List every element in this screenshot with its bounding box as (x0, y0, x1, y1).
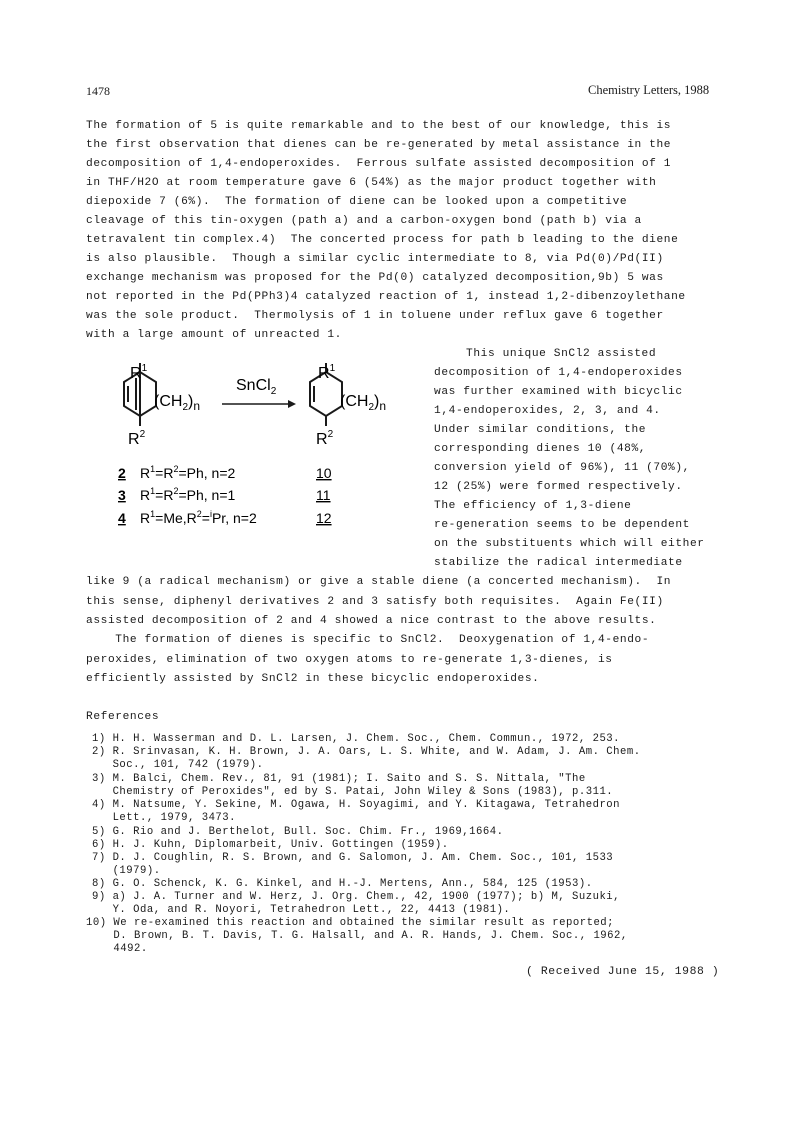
reference-item: 4492. (86, 943, 148, 955)
text-line: with a large amount of unreacted 1. (86, 329, 342, 341)
cond-3: $R^1=R^2=Ph$, n=1 (140, 486, 236, 503)
text-line: 1,4-endoperoxides, 2, 3, and 4. (434, 405, 661, 417)
reference-item: Soc., 101, 742 (1979). (92, 759, 264, 771)
product-ring-label: $(CH_2)_n$ (340, 393, 387, 413)
reference-item: 8) G. O. Schenck, K. G. Kinkel, and H.-J. Mertens, Ann., 584, 125 (1953). (92, 878, 593, 890)
text-line: corresponding dienes 10 (48%, (434, 443, 647, 455)
received-date: ( Received June 15, 1988 ) (526, 966, 720, 978)
compound-10: 10 (316, 465, 332, 481)
text-line: the first observation that dienes can be re-generated by metal assistance in the (86, 139, 672, 151)
reference-item: 6) H. J. Kuhn, Diplomarbeit, Univ. Gottingen (1959). (92, 839, 449, 851)
reactant-r2: $R^2$ (128, 429, 146, 448)
reference-item: D. Brown, B. T. Davis, T. G. Halsall, and A. R. Hands, J. Chem. Soc., 1962, (86, 930, 628, 942)
text-line: The efficiency of 1,3-diene (434, 500, 632, 512)
arrow-head (288, 400, 296, 408)
text-line: this sense, diphenyl derivatives 2 and 3 satisfy both requisites. Again Fe(II) (86, 596, 664, 608)
text-line: conversion yield of 96%), 11 (70%), (434, 462, 690, 474)
text-line: 12 (25%) were formed respectively. (434, 481, 683, 493)
reference-item: Chemistry of Peroxides", ed by S. Patai, John Wiley & Sons (1983), p.311. (92, 786, 614, 798)
reaction-scheme (110, 360, 430, 550)
reactant-ring-label: $(CH_2)_n$ (154, 393, 201, 413)
compound-12: 12 (316, 510, 332, 526)
text-line: This unique SnCl2 assisted (466, 348, 657, 360)
text-line: stabilize the radical intermediate (434, 557, 683, 569)
compound-4: 4 (118, 510, 126, 526)
reference-item: 9) a) J. A. Turner and W. Herz, J. Org. Chem., 42, 1900 (1977); b) M, Suzuki, (92, 891, 621, 903)
text-line: on the substituents which will either (434, 538, 705, 550)
text-line: The formation of 5 is quite remarkable and to the best of our knowledge, this is (86, 120, 672, 132)
text-line: decomposition of 1,4-endoperoxides. Ferrous sulfate assisted decomposition of 1 (86, 158, 672, 170)
text-line: exchange mechanism was proposed for the Pd(0) catalyzed decomposition,9b) 5 was (86, 272, 664, 284)
reference-item: 7) D. J. Coughlin, R. S. Brown, and G. Salomon, J. Am. Chem. Soc., 101, 1533 (92, 852, 614, 864)
reference-item: Lett., 1979, 3473. (92, 812, 237, 824)
text-line: re-generation seems to be dependent (434, 519, 690, 531)
text-line: Under similar conditions, the (434, 424, 647, 436)
journal-header: Chemistry Letters, 1988 (588, 83, 710, 97)
text-line: decomposition of 1,4-endoperoxides (434, 367, 683, 379)
reference-item: 10) We re-examined this reaction and obtained the similar result as reported; (86, 917, 615, 929)
text-line: in THF/H2O at room temperature gave 6 (54%) as the major product together with (86, 177, 657, 189)
text-line: cleavage of this tin-oxygen (path a) and a carbon-oxygen bond (path b) via a (86, 215, 642, 227)
text-line: like 9 (a radical mechanism) or give a stable diene (a concerted mechanism). In (86, 576, 672, 588)
reference-item: 4) M. Natsume, Y. Sekine, M. Ogawa, H. Soyagimi, and Y. Kitagawa, Tetrahedron (92, 799, 621, 811)
cond-2: $R^1=R^2=Ph$, n=2 (140, 464, 236, 481)
text-line: tetravalent tin complex.4) The concerted process for path b leading to the diene (86, 234, 679, 246)
reference-item: 1) H. H. Wasserman and D. L. Larsen, J. Chem. Soc., Chem. Commun., 1972, 253. (92, 733, 621, 745)
reference-item: 2) R. Srinvasan, K. H. Brown, J. A. Oars, L. S. White, and W. Adam, J. Am. Chem. (92, 746, 641, 758)
product-r1: $R^1$ (318, 363, 336, 382)
references-title: References (86, 711, 160, 723)
reference-item: 5) G. Rio and J. Berthelot, Bull. Soc. Chim. Fr., 1969,1664. (92, 826, 504, 838)
reagent-label: SnCl$_2$ (236, 377, 277, 397)
text-line: peroxides, elimination of two oxygen atoms to re-generate 1,3-dienes, is (86, 654, 613, 666)
product-r2: $R^2$ (316, 429, 334, 448)
text-line: not reported in the Pd(PPh3)4 catalyzed reaction of 1, instead 1,2-dibenzoylethane (86, 291, 686, 303)
page-number: 1478 (86, 84, 110, 98)
reference-item: (1979). (92, 865, 161, 877)
compound-2: 2 (118, 465, 126, 481)
cond-4: $R^1=Me,R^2=^iPr$, n=2 (140, 509, 257, 526)
text-line: diepoxide 7 (6%). The formation of diene can be looked upon a competitive (86, 196, 628, 208)
text-line: was the sole product. Thermolysis of 1 in toluene under reflux gave 6 together (86, 310, 664, 322)
reactant-r1: $R^1$ (130, 363, 148, 382)
text-line: was further examined with bicyclic (434, 386, 683, 398)
compound-11: 11 (316, 487, 331, 503)
text-line: efficiently assisted by SnCl2 in these bicyclic endoperoxides. (86, 673, 540, 685)
reference-item: Y. Oda, and R. Noyori, Tetrahedron Lett., 22, 4413 (1981). (92, 904, 511, 916)
text-line: The formation of dienes is specific to SnCl2. Deoxygenation of 1,4-endo- (86, 634, 650, 646)
reference-item: 3) M. Balci, Chem. Rev., 81, 91 (1981); I. Saito and S. S. Nittala, "The (92, 773, 586, 785)
compound-3: 3 (118, 487, 126, 503)
text-line: is also plausible. Though a similar cyclic intermediate to 8, via Pd(0)/Pd(II) (86, 253, 664, 265)
text-line: assisted decomposition of 2 and 4 showed a nice contrast to the above results. (86, 615, 657, 627)
